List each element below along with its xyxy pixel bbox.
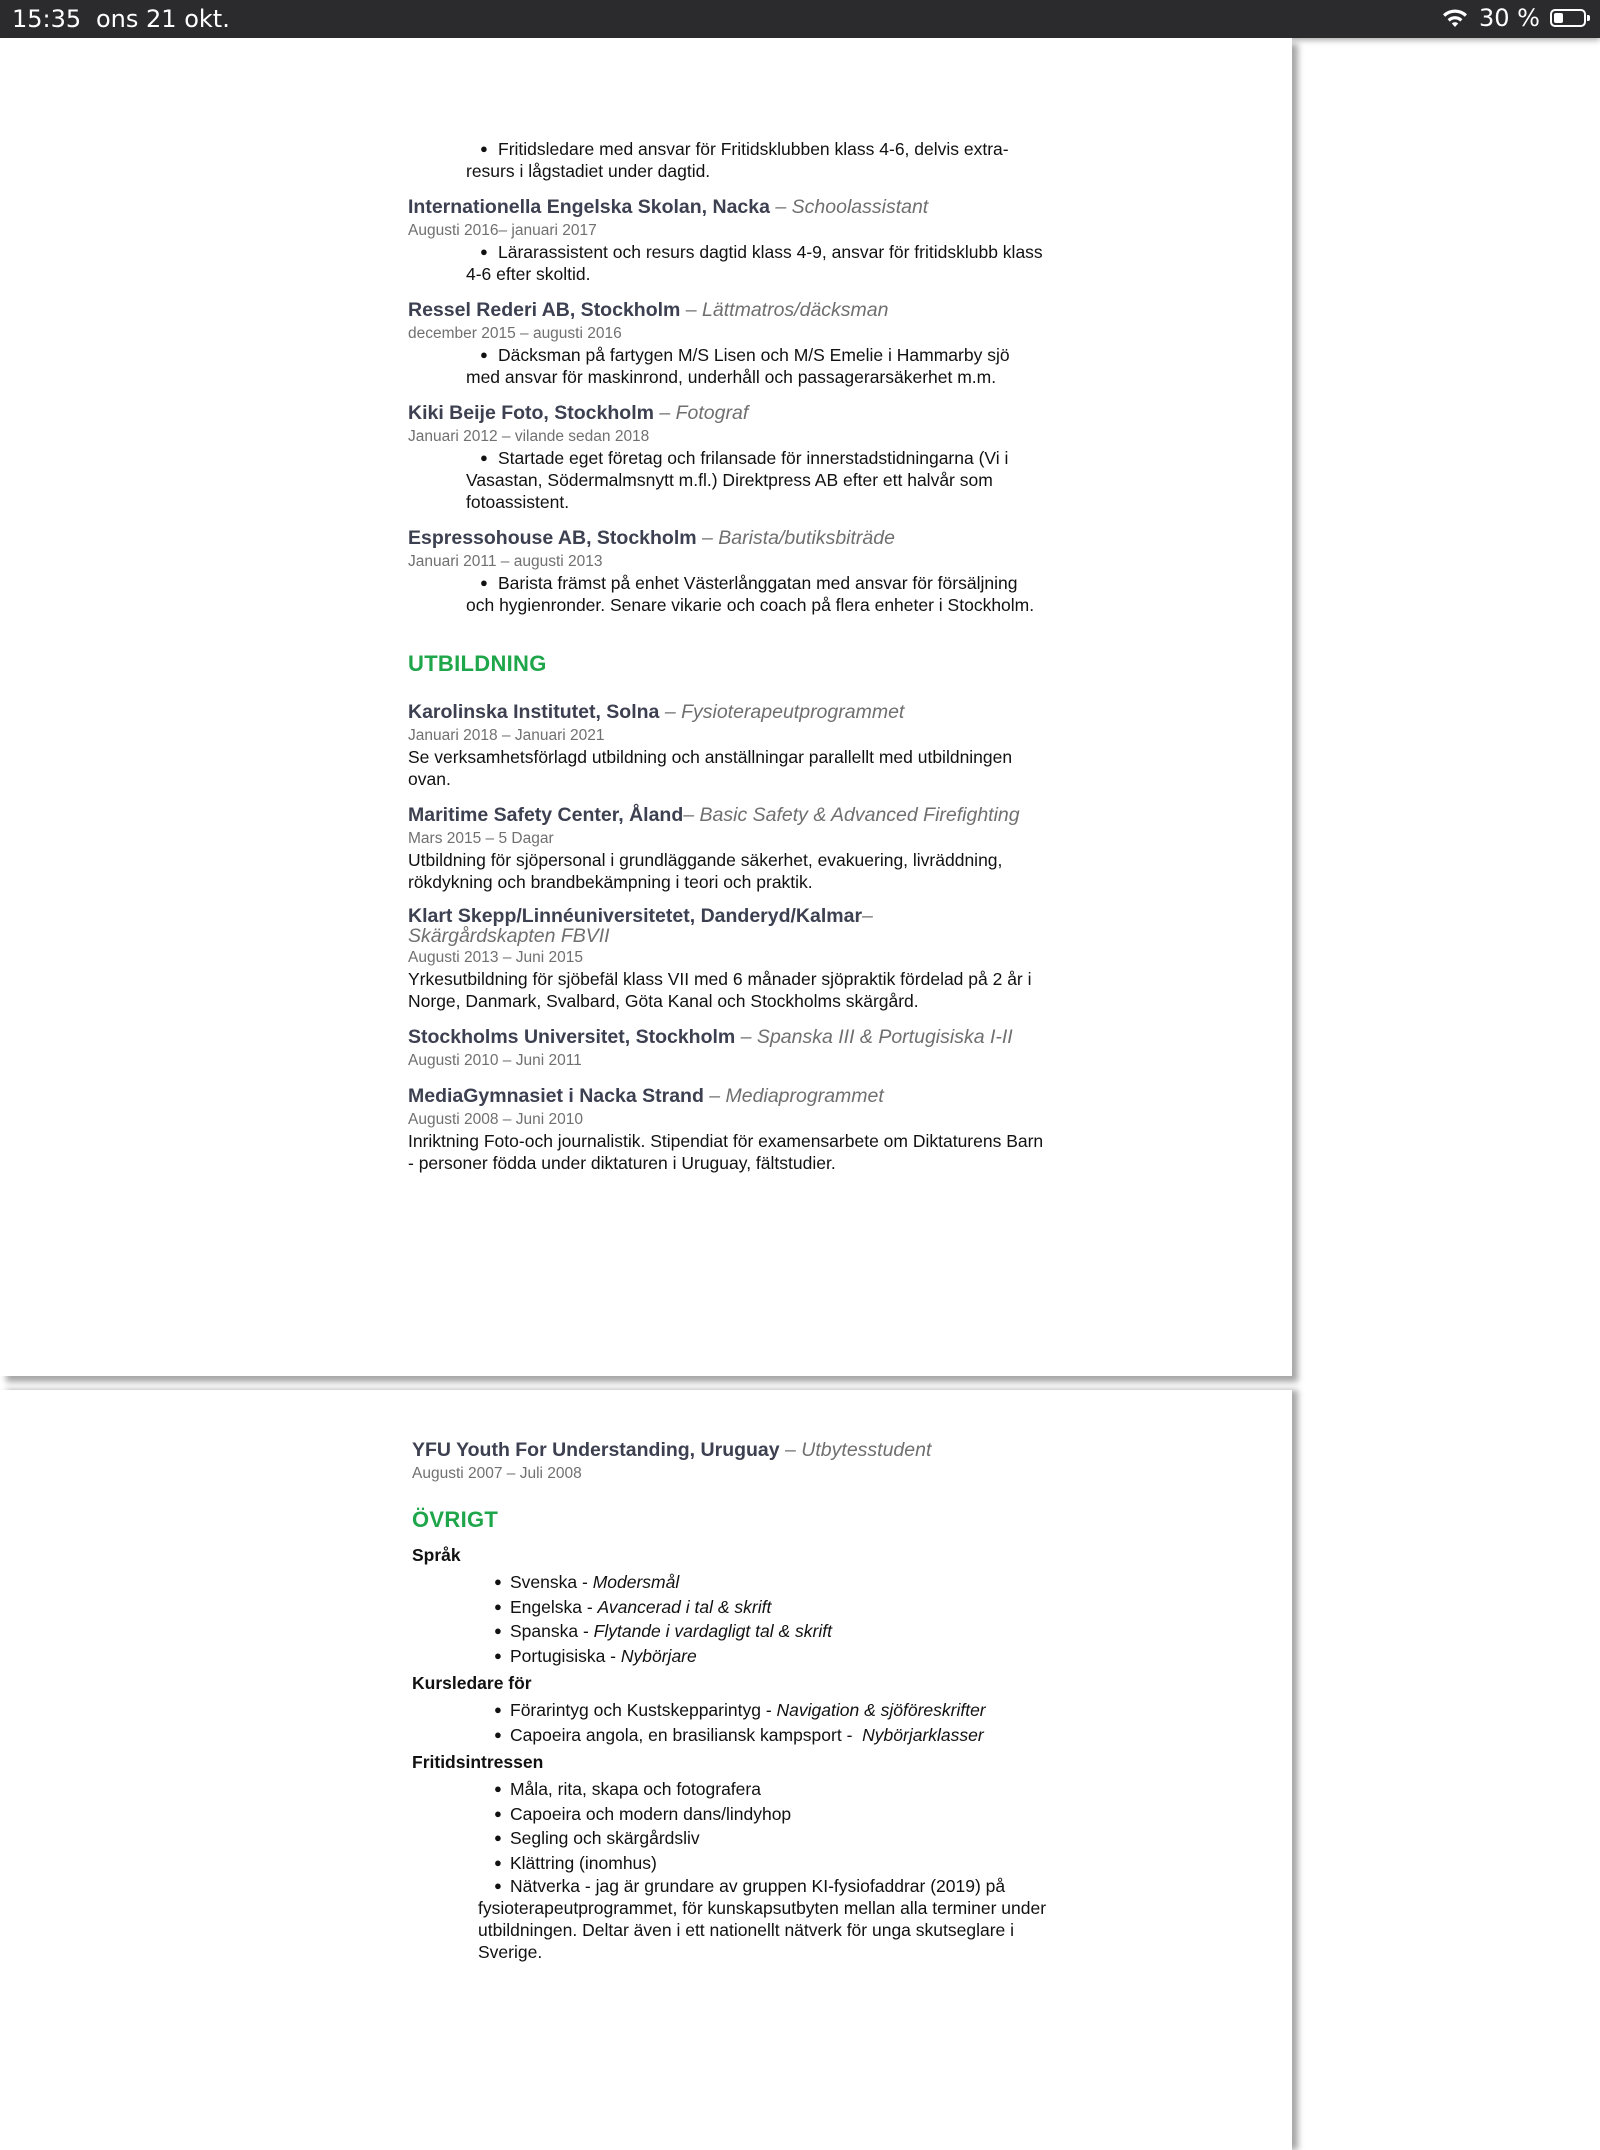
entry-dates: Januari 2012 – vilande sedan 2018: [408, 428, 650, 445]
experience-list: [408, 195, 1048, 616]
experience-entry: [408, 298, 1048, 388]
entry-dates: Augusti 2016– januari 2017: [408, 222, 597, 239]
interests-heading: Fritidsintressen: [412, 1752, 544, 1772]
entry-bullet: ● Barista främst på enhet Västerlånggatan med ansvar för försäljning och hygienronder. Senare vikarie och coach på flera enheter i Stockholm.: [466, 573, 1035, 615]
entry-heading: Ressel Rederi AB, Stockholm – Lättmatros/däcksman: [408, 299, 889, 321]
entry-heading: Maritime Safety Center, Åland– Basic Safety & Advanced Firefighting: [408, 804, 1020, 826]
status-date: ons 21 okt.: [96, 5, 230, 33]
languages-list: [412, 1570, 1052, 1668]
entry-dates: Augusti 2010 – Juni 2011: [408, 1052, 582, 1069]
status-right: [1441, 4, 1586, 32]
education-entry: [408, 1084, 1048, 1174]
document-page-2: [0, 1390, 1292, 2150]
entry-dates: Augusti 2007 – Juli 2008: [412, 1465, 582, 1482]
entry-heading: Internationella Engelska Skolan, Nacka – Schoolassistant: [408, 196, 929, 218]
list-item: ● Spanska - Flytande i vardagligt tal & skrift: [494, 1621, 832, 1641]
intro-bullet: ● Fritidsledare med ansvar för Fritidsklubben klass 4-6, delvis extra-resurs i lågstadiet under dagtid.: [466, 139, 1009, 181]
education-entry: [408, 803, 1048, 893]
entry-dates: Augusti 2008 – Juni 2010: [408, 1111, 583, 1128]
interests-list: [412, 1777, 1052, 1963]
experience-entry: [408, 401, 1048, 513]
experience-entry: [408, 195, 1048, 285]
entry-dates: december 2015 – augusti 2016: [408, 325, 622, 342]
list-item: ● Förarintyg och Kustskepparintyg - Navigation & sjöföreskrifter: [494, 1700, 986, 1720]
entry-heading: Espressohouse AB, Stockholm – Barista/butiksbiträde: [408, 527, 895, 549]
list-item: ● Capoeira angola, en brasiliansk kampsport - Nybörjarklasser: [494, 1724, 984, 1745]
page1-content: [408, 138, 1048, 1187]
instructor-heading: Kursledare för: [412, 1673, 532, 1693]
entry-bullet: ● Startade eget företag och frilansade för innerstadstidningarna (Vi i Vasastan, Södermalmsnytt m.fl.) Direktpress AB efter ett halvår som fotoassistent.: [466, 448, 1009, 512]
languages-heading: Språk: [412, 1545, 461, 1565]
list-item: ● Måla, rita, skapa och fotografera: [494, 1779, 761, 1799]
entry-description: Inriktning Foto-och journalistik. Stipendiat för examensarbete om Diktaturens Barn - personer födda under diktaturen i Uruguay, fältstudier.: [408, 1131, 1044, 1173]
entry-heading: Karolinska Institutet, Solna – Fysioterapeutprogrammet: [408, 701, 905, 723]
other-heading: ÖVRIGT: [412, 1507, 499, 1532]
entry-description: Se verksamhetsförlagd utbildning och anställningar parallellt med utbildningen ovan.: [408, 747, 1013, 789]
status-time: 15:35: [12, 5, 82, 33]
entry-description: Yrkesutbildning för sjöbefäl klass VII med 6 månader sjöpraktik fördelad på 2 år i Norge, Danmark, Svalbard, Göta Kanal och Stockholms skärgård.: [408, 969, 1032, 1011]
yfu-entry: [412, 1438, 1052, 1484]
education-heading: UTBILDNING: [408, 651, 547, 676]
entry-dates: Januari 2011 – augusti 2013: [408, 553, 603, 570]
entry-heading: YFU Youth For Understanding, Uruguay – Utbytesstudent: [412, 1439, 932, 1461]
list-item: ● Capoeira och modern dans/lindyhop: [494, 1803, 792, 1824]
entry-bullet: ● Däcksman på fartygen M/S Lisen och M/S Emelie i Hammarby sjö med ansvar för maskinrond, underhåll och passagerarsäkerhet m.m.: [466, 345, 1010, 387]
list-item: ● Segling och skärgårdsliv: [494, 1828, 700, 1848]
wifi-icon: [1441, 7, 1469, 29]
education-entry: [408, 906, 1048, 1012]
education-entry: [408, 700, 1048, 790]
entry-heading: Klart Skepp/Linnéuniversitetet, Danderyd/Kalmar– Skärgårdskapten FBVII: [408, 905, 873, 947]
entry-dates: Augusti 2013 – Juni 2015: [408, 949, 583, 966]
list-item: ● Engelska - Avancerad i tal & skrift: [494, 1596, 772, 1617]
list-item: ● Klättring (inomhus): [494, 1852, 657, 1873]
list-item: ● Nätverka - jag är grundare av gruppen KI-fysiofaddrar (2019) på fysioterapeutprogrammet, för kunskapsutbyten mellan alla terminer under utbildningen. Deltar även i ett nationellt nätverk för unga skutseglare i Sverige.: [478, 1876, 1047, 1962]
document-page-1: [0, 38, 1292, 1376]
battery-percent: 30 %: [1479, 4, 1540, 32]
entry-heading: Kiki Beije Foto, Stockholm – Fotograf: [408, 402, 749, 424]
education-entry: [408, 1025, 1048, 1071]
entry-bullet: ● Lärarassistent och resurs dagtid klass 4-9, ansvar för fritidsklubb klass 4-6 efter skoltid.: [466, 242, 1043, 284]
entry-heading: MediaGymnasiet i Nacka Strand – Mediaprogrammet: [408, 1085, 884, 1107]
list-item: ● Portugisiska - Nybörjare: [494, 1645, 697, 1666]
entry-dates: Januari 2018 – Januari 2021: [408, 727, 605, 744]
battery-icon: [1550, 9, 1586, 27]
entry-description: Utbildning för sjöpersonal i grundläggande säkerhet, evakuering, livräddning, rökdykning och brandbekämpning i teori och praktik.: [408, 850, 1003, 892]
intro-entry: [408, 138, 1048, 182]
instructor-list: [412, 1698, 1052, 1747]
page2-content: [412, 1438, 1052, 1967]
status-bar: [0, 0, 1600, 38]
entry-dates: Mars 2015 – 5 Dagar: [408, 830, 554, 847]
education-list: [408, 700, 1048, 1174]
experience-entry: [408, 526, 1048, 616]
entry-heading: Stockholms Universitet, Stockholm – Spanska III & Portugisiska I-II: [408, 1026, 1013, 1048]
list-item: ● Svenska - Modersmål: [494, 1572, 680, 1592]
